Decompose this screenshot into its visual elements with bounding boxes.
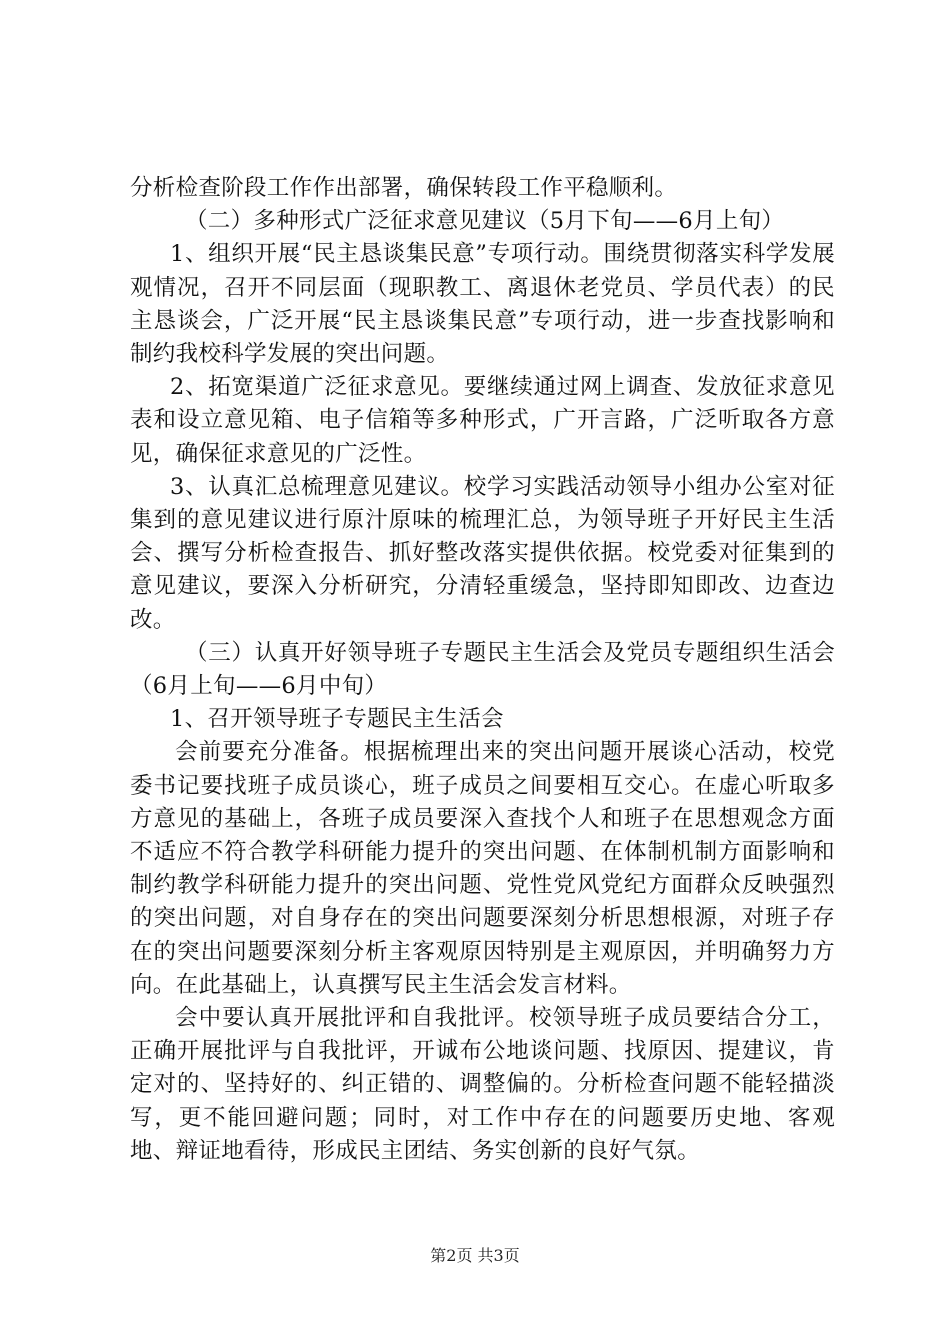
document-body — [130, 172, 835, 1168]
paragraph-item-2: 2、拓宽渠道广泛征求意见。要继续通过网上调查、发放征求意见表和设立意见箱、电子信箱等多种形式，广开言路，广泛听取各方意见，确保征求意见的广泛性。 — [130, 374, 835, 467]
paragraph-continuation: 分析检查阶段工作作出部署，确保转段工作平稳顺利。 — [130, 175, 678, 201]
paragraph-before-meeting: 会前要充分准备。根据梳理出来的突出问题开展谈心活动，校党委书记要找班子成员谈心，班子成员之间要相互交心。在虚心听取多方意见的基础上，各班子成员要深入查找个人和班子在思想观念方面不适应不符合教学科研能力提升的突出问题、在体制机制方面影响和制约教学科研能力提升的突出问题、党性党风党纪方面群众反映强烈的突出问题，对自身存在的突出问题要深刻分析思想根源，对班子存在的突出问题要深刻分析主客观原因特别是主观原因，并明确努力方向。在此基础上，认真撰写民主生活会发言材料。 — [130, 739, 835, 998]
paragraph-item-1: 1、组织开展“民主恳谈集民意”专项行动。围绕贯彻落实科学发展观情况，召开不同层面（现职教工、离退休老党员、学员代表）的民主恳谈会，广泛开展“民主恳谈集民意”专项行动，进一步查找影响和制约我校科学发展的突出问题。 — [130, 241, 835, 368]
subheading-1: 1、召开领导班子专题民主生活会 — [170, 706, 504, 733]
paragraph-item-3: 3、认真汇总梳理意见建议。校学习实践活动领导小组办公室对征集到的意见建议进行原汁原味的梳理汇总，为领导班子开好民主生活会、撰写分析检查报告、抓好整改落实提供依据。校党委对征集到的意见建议，要深入分析研究，分清轻重缓急，坚持即知即改、边查边改。 — [130, 473, 835, 633]
paragraph-during-meeting: 会中要认真开展批评和自我批评。校领导班子成员要结合分工，正确开展批评与自我批评，开诚布公地谈问题、找原因、提建议，肯定对的、坚持好的、纠正错的、调整偏的。分析检查问题不能轻描淡写，更不能回避问题；同时，对工作中存在的问题要历史地、客观地、辩证地看待，形成民主团结、务实创新的良好气氛。 — [130, 1005, 835, 1164]
section-heading-2: （二）多种形式广泛征求意见建议（5月下旬——6月上旬） — [185, 208, 785, 235]
page-number-footer: 第2页 共3页 — [430, 1246, 520, 1265]
section-heading-3: （三）认真开好领导班子专题民主生活会及党员专题组织生活会（6月上旬——6月中旬） — [130, 639, 835, 700]
